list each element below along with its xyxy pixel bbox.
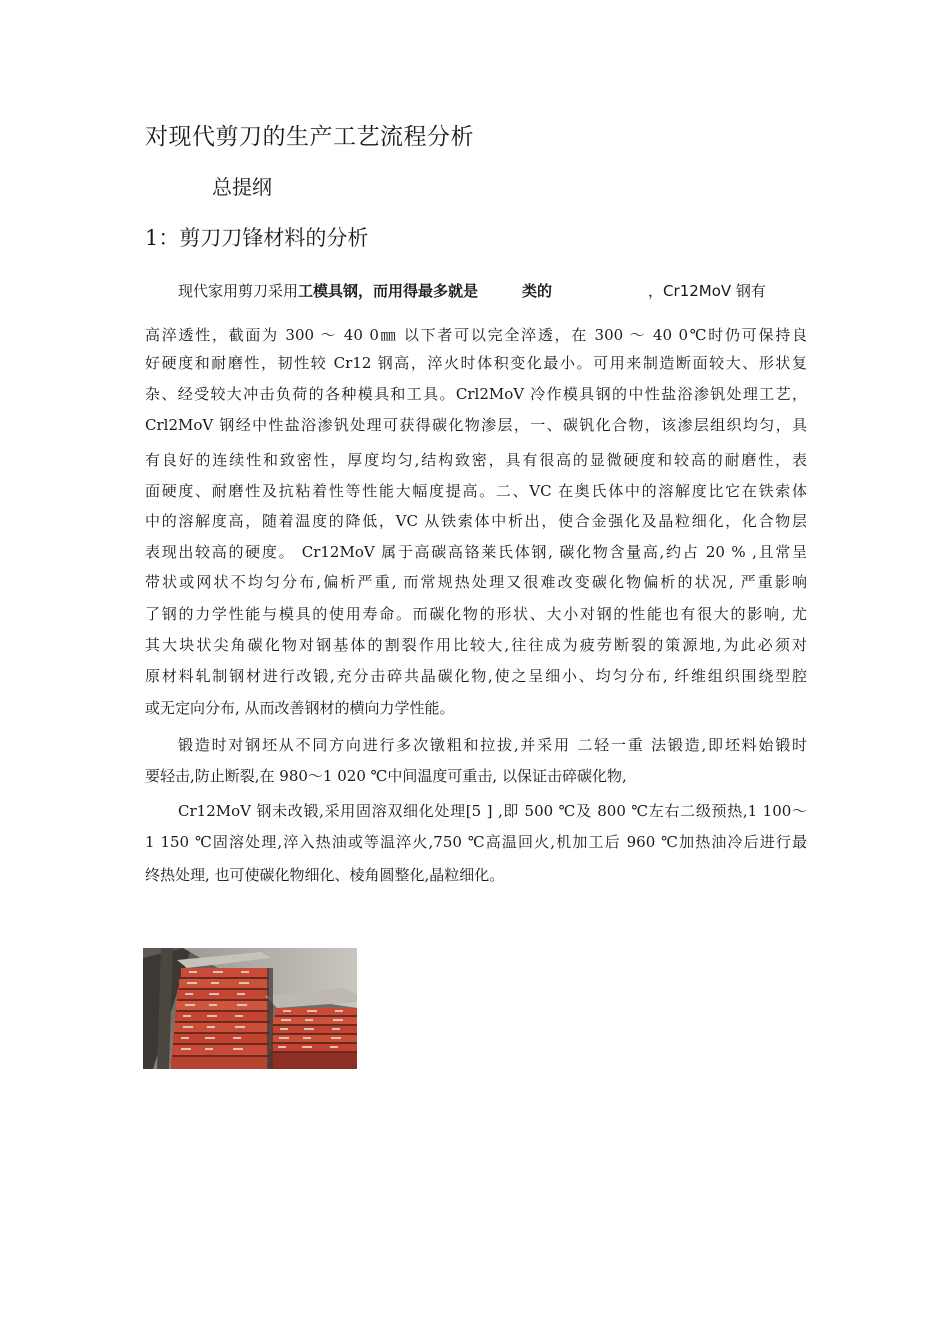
intro-line xyxy=(178,280,766,302)
paragraph3-line: Cr12MoV 钢未改锻,采用固溶双细化处理[5 ] ,即 500 ℃及 800 ℃左右二级预热,1 100～ xyxy=(178,802,807,820)
document-title: 对现代剪刀的生产工艺流程分析 xyxy=(145,124,474,150)
paragraph1-line: 原材料轧制钢材进行改锻,充分击碎共晶碳化物,使之呈细小、均匀分布, 纤维组织围绕型腔 xyxy=(145,667,807,685)
paragraph1-line: 表现出较高的硬度。 Cr12MoV 属于高碳高铬莱氏体钢, 碳化物含量高,约占 20 % ,且常呈 xyxy=(145,543,807,561)
paragraph1-line: 其大块状尖角碳化物对钢基体的割裂作用比较大,往往成为疲劳断裂的策源地,为此必须对 xyxy=(145,636,807,654)
section-heading: 1：剪刀刀锋材料的分析 xyxy=(145,226,369,250)
outline-heading: 总提纲 xyxy=(212,175,272,199)
paragraph1-line: 中的溶解度高，随着温度的降低，VC 从铁索体中析出，使合金强化及晶粒细化，化合物层 xyxy=(145,512,807,530)
paragraph1-line: 有良好的连续性和致密性，厚度均匀,结构致密，具有很高的显微硬度和较高的耐磨性，表 xyxy=(145,451,807,469)
paragraph3-line: 1 150 ℃固溶处理,淬入热油或等温淬火,750 ℃高温回火,机加工后 960 ℃加热油冷后进行最 xyxy=(145,833,807,851)
intro-text-2: 工模具钢，而用得最多就是 xyxy=(298,282,479,300)
intro-text-3: 类的 xyxy=(522,282,553,300)
paragraph1-line: 杂、经受较大冲击负荷的各种模具和工具。Crl2MoV 冷作模具钢的中性盐浴渗钒处理工艺， xyxy=(145,385,807,403)
intro-text-1: 现代家用剪刀采用 xyxy=(178,282,299,300)
intro-text-4: ，Cr12MoV 钢有 xyxy=(648,282,766,300)
paragraph2-line: 锻造时对钢坯从不同方向进行多次镦粗和拉拔,并采用 二轻一重 法锻造,即坯料始锻时 xyxy=(178,736,807,754)
steel-plates-photo xyxy=(143,948,357,1069)
paragraph2-line: 要轻击,防止断裂,在 980～1 020 ℃中间温度可重击, 以保证击碎碳化物, xyxy=(145,767,627,785)
paragraph1-line: 面硬度、耐磨性及抗粘着性等性能大幅度提高。二、VC 在奥氏体中的溶解度比它在铁索体 xyxy=(145,482,807,500)
paragraph3-line: 终热处理, 也可使碳化物细化、棱角圆整化,晶粒细化。 xyxy=(145,866,505,884)
paragraph1-line: 了钢的力学性能与模具的使用寿命。而碳化物的形状、大小对钢的性能也有很大的影响, 尤 xyxy=(145,605,807,623)
paragraph1-line: 高淬透性，截面为 300 ～ 40 0㎜ 以下者可以完全淬透，在 300 ～ 40 0℃时仍可保持良 xyxy=(145,326,807,344)
paragraph1-line: 好硬度和耐磨性，韧性较 Cr12 钢高，淬火时体积变化最小。可用来制造断面较大、形状复 xyxy=(145,354,807,372)
paragraph1-line: Crl2MoV 钢经中性盐浴渗钒处理可获得碳化物渗层，一、碳钒化合物，该渗层组织均匀，具 xyxy=(145,416,807,434)
paragraph1-line: 带状或网状不均匀分布,偏析严重, 而常规热处理又很难改变碳化物偏析的状况, 严重影响 xyxy=(145,573,807,591)
paragraph1-line: 或无定向分布, 从而改善钢材的横向力学性能。 xyxy=(145,699,455,717)
